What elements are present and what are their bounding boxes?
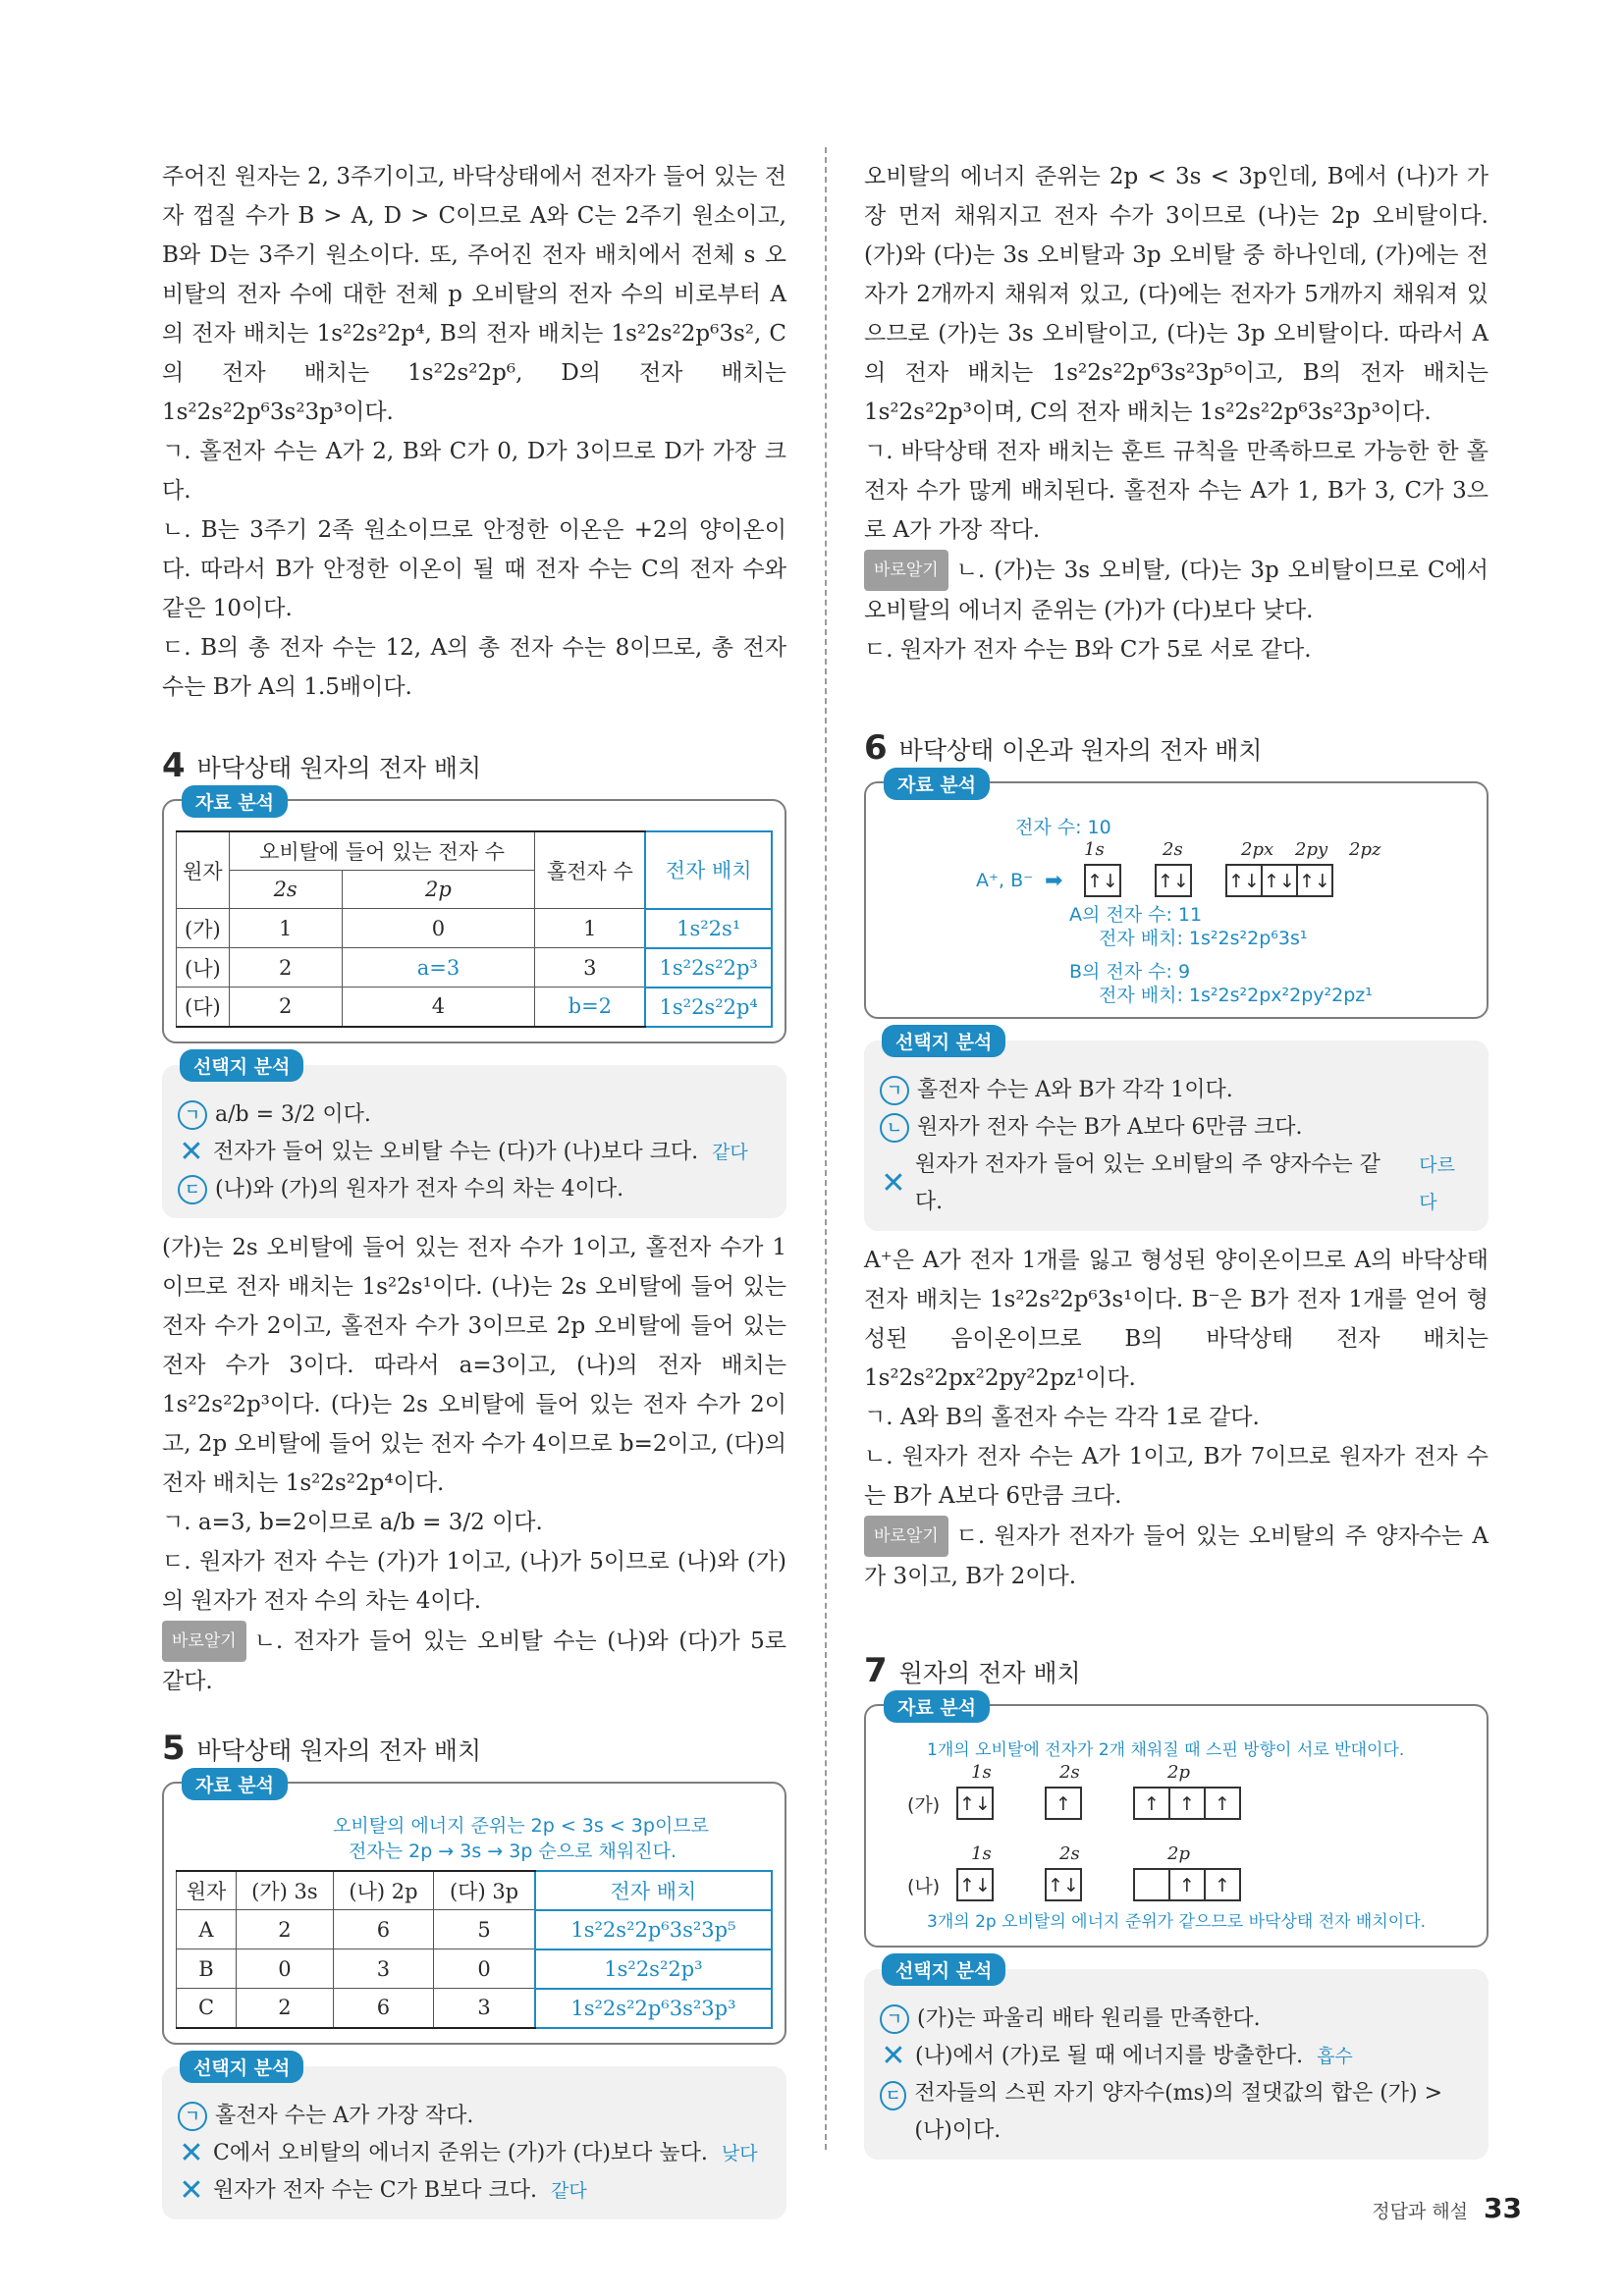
choice-text: 홀전자 수는 A와 B가 각각 1이다. bbox=[917, 1078, 1233, 1102]
cell-atom: B bbox=[177, 1949, 237, 1989]
ion-label: A⁺, B⁻ bbox=[976, 870, 1034, 891]
section-number: 6 bbox=[864, 728, 888, 768]
orbital-table bbox=[176, 1870, 773, 2029]
wrong-mark-icon: ✕ bbox=[179, 1134, 204, 1169]
wrong-mark-icon: ✕ bbox=[881, 1166, 906, 1201]
cell-atom: A bbox=[177, 1910, 237, 1949]
section-6-heading bbox=[864, 728, 1489, 768]
orbital-box: ↑↓ bbox=[1045, 1868, 1082, 1901]
cell-2p: 0 bbox=[342, 909, 535, 948]
intro-item: ㄱ. 바닥상태 전자 배치는 훈트 규칙을 만족하므로 가능한 한 홀전자 수가 많게 배치된다. 홀전자 수는 A가 1, B가 3, C가 3으로 A가 가장 작다. bbox=[864, 439, 1489, 543]
cell-value: 3 bbox=[333, 1949, 433, 1989]
choice-item bbox=[178, 2135, 771, 2172]
orbital-box: ↑↓ bbox=[956, 1868, 994, 1901]
data-analysis-box bbox=[864, 1697, 1489, 1948]
choice-text: (가)는 파울리 배타 원리를 만족한다. bbox=[917, 2006, 1261, 2031]
header-ga: (가) 3s bbox=[237, 1871, 334, 1910]
choice-item bbox=[178, 1171, 771, 1208]
correction-text: ㄴ. 전자가 들어 있는 오비탈 수는 (나)와 (다)가 5로 같다. bbox=[162, 1628, 786, 1694]
choice-item bbox=[178, 1134, 771, 1171]
cell-value: 0 bbox=[237, 1949, 334, 1989]
choice-item bbox=[880, 2038, 1473, 2075]
table-row bbox=[177, 1910, 773, 1949]
correction-text: 다르다 bbox=[1419, 1154, 1455, 1213]
row-label: (가) bbox=[907, 1793, 941, 1816]
correction-text: ㄷ. 원자가 전자가 들어 있는 오비탈의 주 양자수는 A가 3이고, B가 2이다. bbox=[864, 1523, 1489, 1589]
orbital-label: 2p bbox=[1167, 1762, 1190, 1783]
atom-b-config: 전자 배치: 1s²2s²2px²2py²2pz¹ bbox=[1099, 985, 1373, 1006]
choice-text: 원자가 전자 수는 B가 A보다 6만큼 크다. bbox=[917, 1115, 1303, 1140]
correction-badge: 바로알기 bbox=[864, 550, 948, 591]
data-analysis-tag: 자료 분석 bbox=[884, 1690, 990, 1723]
cell-unpaired: 3 bbox=[535, 948, 646, 988]
correction-line bbox=[864, 1516, 1489, 1596]
orbital-box: ↑ bbox=[1204, 1868, 1241, 1901]
orbital-box: ↑↓ bbox=[1261, 864, 1298, 897]
orbital-box: ↑↓ bbox=[1296, 864, 1333, 897]
header-2p: 2p bbox=[342, 871, 535, 909]
correction-line bbox=[162, 1621, 786, 1701]
choice-analysis-tag: 선택지 분석 bbox=[180, 2051, 303, 2083]
cell-atom: (나) bbox=[177, 948, 230, 988]
orbital-label: 2p bbox=[1167, 1843, 1190, 1864]
orbital-box-group bbox=[1225, 864, 1331, 897]
data-analysis-tag: 자료 분석 bbox=[182, 1768, 288, 1800]
choice-text: 원자가 전자가 들어 있는 오비탈의 주 양자수는 같다. bbox=[914, 1152, 1380, 1214]
correction-item: ㄷ. 원자가 전자 수는 B와 C가 5로 서로 같다. bbox=[864, 637, 1312, 663]
row-na-diagram bbox=[878, 1868, 1475, 1901]
spin-note: 1개의 오비탈에 전자가 2개 채워질 때 스핀 방향이 서로 반대이다. bbox=[927, 1740, 1405, 1760]
electron-count-label: 전자 수: 10 bbox=[1015, 817, 1111, 838]
choice-text: (나)에서 (가)로 될 때 에너지를 방출한다. bbox=[915, 2044, 1304, 2068]
cell-2p: 4 bbox=[342, 988, 535, 1027]
choice-analysis-panel bbox=[864, 1032, 1489, 1231]
section-5-heading bbox=[162, 1729, 786, 1768]
atom-a-count: A의 전자 수: 11 bbox=[1069, 904, 1203, 926]
section-number: 4 bbox=[162, 746, 186, 785]
orbital-box: ↑ bbox=[1045, 1787, 1082, 1820]
header-da: (다) 3p bbox=[434, 1871, 535, 1910]
cell-config: 1s²2s²2p⁴ bbox=[645, 988, 772, 1027]
cell-value: 2 bbox=[237, 1989, 334, 2028]
column-divider bbox=[825, 147, 827, 2150]
orbital-label: 2pz bbox=[1349, 839, 1381, 860]
correct-mark-icon: ㄴ bbox=[880, 1113, 909, 1143]
choice-item bbox=[880, 1109, 1473, 1147]
choice-text: (나)와 (가)의 원자가 전자 수의 차는 4이다. bbox=[215, 1176, 624, 1201]
orbital-box-group bbox=[1045, 1787, 1080, 1820]
orbital-box: ↑ bbox=[1168, 1868, 1206, 1901]
section-title: 바닥상태 이온과 원자의 전자 배치 bbox=[898, 736, 1263, 765]
header-2s: 2s bbox=[229, 871, 342, 909]
orbital-box-group bbox=[1084, 864, 1119, 897]
correct-mark-icon: ㄷ bbox=[880, 2081, 906, 2110]
cell-value: 6 bbox=[333, 1989, 433, 2028]
choice-text: a/b = 3/2 이다. bbox=[215, 1101, 371, 1127]
cell-2p: a=3 bbox=[342, 948, 535, 988]
correction-badge: 바로알기 bbox=[864, 1516, 948, 1557]
choice-text: 전자가 들어 있는 오비탈 수는 (다)가 (나)보다 크다. bbox=[213, 1139, 699, 1164]
correct-mark-icon: ㄱ bbox=[178, 2102, 207, 2131]
table-row bbox=[177, 909, 773, 948]
orbital-box: ↑↓ bbox=[956, 1787, 994, 1820]
orbital-label: 2s bbox=[1059, 1762, 1080, 1783]
page-number: 33 bbox=[1484, 2192, 1522, 2224]
row-ga-diagram bbox=[878, 1787, 1475, 1820]
intro-item: ㄴ. B는 3주기 2족 원소이므로 안정한 이온은 +2의 양이온이다. 따라서 B가 안정한 이온이 될 때 전자 수는 C의 전자 수와 같은 10이다. bbox=[162, 517, 786, 621]
header-config: 전자 배치 bbox=[535, 1871, 772, 1910]
page-footer bbox=[1372, 2192, 1522, 2224]
choice-analysis-tag: 선택지 분석 bbox=[180, 1049, 303, 1082]
choice-analysis-panel bbox=[162, 1055, 786, 1218]
cell-2s: 2 bbox=[229, 988, 342, 1027]
header-orbital: 오비탈에 들어 있는 전자 수 bbox=[229, 831, 535, 871]
cell-atom: C bbox=[177, 1989, 237, 2028]
choice-analysis-tag: 선택지 분석 bbox=[882, 1025, 1005, 1057]
section-title: 원자의 전자 배치 bbox=[898, 1659, 1081, 1687]
choice-item bbox=[178, 2172, 771, 2210]
table-row bbox=[177, 1989, 773, 2028]
orbital-box-group bbox=[1133, 1787, 1239, 1820]
cell-config: 1s²2s¹ bbox=[645, 909, 772, 948]
atom-a-config: 전자 배치: 1s²2s²2p⁶3s¹ bbox=[1099, 928, 1308, 949]
orbital-box-group bbox=[1045, 1868, 1080, 1901]
orbital-box: ↑ bbox=[1133, 1787, 1170, 1820]
choice-item bbox=[178, 1096, 771, 1134]
cell-value: 2 bbox=[237, 1910, 334, 1949]
orbital-box: ↑ bbox=[1168, 1787, 1206, 1820]
cell-config: 1s²2s²2p³ bbox=[645, 948, 772, 988]
cell-value: 6 bbox=[333, 1910, 433, 1949]
explanation-item: ㄴ. 원자가 전자 수는 A가 1이고, B가 7이므로 원자가 전자 수는 B가 A보다 6만큼 크다. bbox=[864, 1444, 1489, 1509]
correction-text: ㄴ. (가)는 3s 오비탈, (다)는 3p 오비탈이므로 C에서 오비탈의 에너지 준위는 (가)가 (다)보다 낮다. bbox=[864, 558, 1489, 623]
orbital-box: ↑ bbox=[1204, 1787, 1241, 1820]
intro-paragraph: 오비탈의 에너지 준위는 2p < 3s < 3p인데, B에서 (나)가 가장 먼저 채워지고 전자 수가 3이므로 (나)는 2p 오비탈이다. (가)와 (다)는 3s 오비탈과 3p 오비탈 중 하나인데, (가)에는 전자가 2개까지 채워져 있고, (다)에는 전자가 5개까지 채워져 있으므로 (가)는 3s 오비탈이고, (다)는 3p 오비탈이다. 따라서 A의 전자 배치는 1s²2s²2p⁶3s²3p⁵이고, B의 전자 배치는 1s²2s²2p³이며, C의 전자 배치는 1s²2s²2p⁶3s²3p³이다. bbox=[864, 164, 1489, 425]
section-number: 7 bbox=[864, 1651, 888, 1690]
choice-analysis-panel bbox=[162, 2056, 786, 2219]
correction-text: 흡수 bbox=[1317, 2046, 1353, 2067]
cell-config: 1s²2s²2p⁶3s²3p⁵ bbox=[535, 1910, 772, 1949]
header-atom: 원자 bbox=[177, 831, 230, 909]
intro-paragraph: 주어진 원자는 2, 3주기이고, 바닥상태에서 전자가 들어 있는 전자 껍질 수가 B > A, D > C이므로 A와 C는 2주기 원소이고, B와 D는 3주기 원소이다. 또, 주어진 전자 배치에서 전체 s 오비탈의 전자 수에 대한 전체 p 오비탈의 전자 수의 비로부터 A의 전자 배치는 1s²2s²2p⁴, B의 전자 배치는 1s²2s²2p⁶3s², C의 전자 배치는 1s²2s²2p⁶, D의 전자 배치는 1s²2s²2p⁶3s²3p³이다. bbox=[162, 164, 786, 425]
atom-b-note bbox=[878, 960, 1475, 1007]
cell-unpaired: b=2 bbox=[535, 988, 646, 1027]
data-analysis-box bbox=[162, 792, 786, 1043]
right-column bbox=[864, 157, 1489, 2160]
choice-text: C에서 오비탈의 에너지 준위는 (가)가 (다)보다 높다. bbox=[213, 2140, 708, 2165]
choice-analysis-panel bbox=[864, 1960, 1489, 2160]
orbital-table bbox=[176, 830, 773, 1028]
orbital-box-group bbox=[956, 1868, 992, 1901]
cell-config: 1s²2s²2p⁶3s²3p³ bbox=[535, 1989, 772, 2028]
orbital-label: 1s bbox=[971, 1762, 992, 1783]
left-column bbox=[162, 157, 786, 2219]
atom-b-count: B의 전자 수: 9 bbox=[1069, 961, 1191, 983]
orbital-label: 1s bbox=[971, 1843, 992, 1864]
correct-mark-icon: ㄱ bbox=[880, 1076, 909, 1105]
cell-2s: 2 bbox=[229, 948, 342, 988]
cell-value: 5 bbox=[434, 1910, 535, 1949]
correction-text: 낮다 bbox=[721, 2142, 758, 2164]
cell-2s: 1 bbox=[229, 909, 342, 948]
correct-mark-icon: ㄷ bbox=[178, 1175, 207, 1204]
choice-analysis-tag: 선택지 분석 bbox=[882, 1953, 1005, 1986]
data-analysis-box bbox=[162, 1774, 786, 2045]
correction-text: 같다 bbox=[550, 2179, 587, 2202]
choice-item bbox=[880, 1147, 1473, 1221]
orbital-label: 2s bbox=[1059, 1843, 1080, 1864]
cell-atom: (가) bbox=[177, 909, 230, 948]
section-7-heading bbox=[864, 1651, 1489, 1690]
table-row bbox=[177, 1949, 773, 1989]
orbital-label: 2s bbox=[1163, 839, 1183, 860]
energy-note bbox=[176, 1813, 773, 1864]
section-number: 5 bbox=[162, 1728, 186, 1768]
choice-text: 원자가 전자 수는 C가 B보다 크다. bbox=[213, 2177, 537, 2203]
explanation-item: ㄱ. a=3, b=2이므로 a/b = 3/2 이다. bbox=[162, 1509, 543, 1535]
section-title: 바닥상태 원자의 전자 배치 bbox=[196, 1735, 482, 1765]
orbital-label: 2px bbox=[1241, 839, 1274, 860]
note-line: 오비탈의 에너지 준위는 2p < 3s < 3p이므로 bbox=[333, 1814, 710, 1837]
orbital-box: ↑↓ bbox=[1155, 864, 1192, 897]
orbital-box-group bbox=[956, 1787, 992, 1820]
orbital-box: ↑↓ bbox=[1084, 864, 1121, 897]
correction-text: 같다 bbox=[712, 1141, 748, 1163]
explanation-paragraph: A⁺은 A가 전자 1개를 잃고 형성된 양이온이므로 A의 바닥상태 전자 배치는 1s²2s²2p⁶3s¹이다. B⁻은 B가 전자 1개를 얻어 형성된 음이온이므로 B의 바닥상태 전자 배치는 1s²2s²2px²2py²2pz¹이다. bbox=[864, 1248, 1489, 1391]
arrow-right-icon: ➡ bbox=[1045, 868, 1063, 893]
choice-item bbox=[178, 2098, 771, 2135]
ion-orbital-diagram bbox=[878, 864, 1475, 897]
intro-item: ㄱ. 홀전자 수는 A가 2, B와 C가 0, D가 3이므로 D가 가장 크다. bbox=[162, 439, 786, 504]
choice-item bbox=[880, 1072, 1473, 1109]
ground-state-note: 3개의 2p 오비탈의 에너지 준위가 같으므로 바닥상태 전자 배치이다. bbox=[927, 1912, 1427, 1932]
explanation-item: ㄷ. 원자가 전자 수는 (가)가 1이고, (나)가 5이므로 (나)와 (가)의 원자가 전자 수의 차는 4이다. bbox=[162, 1548, 786, 1614]
data-analysis-tag: 자료 분석 bbox=[182, 785, 288, 818]
footer-label: 정답과 해설 bbox=[1372, 2201, 1469, 2222]
orbital-box-group bbox=[1133, 1868, 1239, 1901]
data-analysis-tag: 자료 분석 bbox=[884, 768, 990, 800]
choice-item bbox=[880, 2075, 1473, 2150]
orbital-box bbox=[1133, 1868, 1170, 1901]
header-atom: 원자 bbox=[177, 1871, 237, 1910]
section-title: 바닥상태 원자의 전자 배치 bbox=[196, 754, 482, 782]
table-row bbox=[177, 948, 773, 988]
cell-config: 1s²2s²2p³ bbox=[535, 1949, 772, 1989]
wrong-mark-icon: ✕ bbox=[881, 2039, 906, 2073]
wrong-mark-icon: ✕ bbox=[179, 2172, 204, 2208]
header-na: (나) 2p bbox=[333, 1871, 433, 1910]
orbital-label: 2py bbox=[1295, 839, 1328, 860]
note-line: 전자는 2p → 3s → 3p 순으로 채워진다. bbox=[349, 1840, 677, 1862]
atom-a-note bbox=[878, 903, 1475, 950]
cell-unpaired: 1 bbox=[535, 909, 646, 948]
correct-mark-icon: ㄱ bbox=[178, 1100, 207, 1130]
header-unpaired: 홀전자 수 bbox=[535, 831, 646, 909]
header-config: 전자 배치 bbox=[645, 831, 772, 909]
correction-line bbox=[864, 550, 1489, 630]
correct-mark-icon: ㄱ bbox=[880, 2004, 909, 2034]
cell-atom: (다) bbox=[177, 988, 230, 1027]
intro-item: ㄷ. B의 총 전자 수는 12, A의 총 전자 수는 8이므로, 총 전자 수는 B가 A의 1.5배이다. bbox=[162, 635, 786, 700]
orbital-box: ↑↓ bbox=[1225, 864, 1263, 897]
data-analysis-box bbox=[864, 774, 1489, 1019]
cell-value: 3 bbox=[434, 1989, 535, 2028]
table-row bbox=[177, 988, 773, 1027]
choice-text: 전자들의 스핀 자기 양자수(ms)의 절댓값의 합은 (가) > (나)이다. bbox=[914, 2081, 1443, 2143]
choice-item bbox=[880, 2001, 1473, 2038]
choice-text: 홀전자 수는 A가 가장 작다. bbox=[215, 2103, 474, 2128]
cell-value: 0 bbox=[434, 1949, 535, 1989]
explanation-item: ㄱ. A와 B의 홀전자 수는 각각 1로 같다. bbox=[864, 1405, 1260, 1430]
wrong-mark-icon: ✕ bbox=[179, 2135, 204, 2170]
orbital-box-group bbox=[1155, 864, 1190, 897]
correction-badge: 바로알기 bbox=[162, 1621, 246, 1662]
section-4-heading bbox=[162, 746, 786, 785]
orbital-label: 1s bbox=[1084, 839, 1105, 860]
row-label: (나) bbox=[907, 1875, 941, 1897]
explanation-paragraph: (가)는 2s 오비탈에 들어 있는 전자 수가 1이고, 홀전자 수가 1이므로 전자 배치는 1s²2s¹이다. (나)는 2s 오비탈에 들어 있는 전자 수가 2이고, 홀전자 수가 3이므로 2p 오비탈에 들어 있는 전자 수가 3이다. 따라서 a=3이고, (나)의 전자 배치는 1s²2s²2p³이다. (다)는 2s 오비탈에 들어 있는 전자 수가 2이고, 2p 오비탈에 들어 있는 전자 수가 4이므로 b=2이고, (다)의 전자 배치는 1s²2s²2p⁴이다. bbox=[162, 1234, 786, 1496]
